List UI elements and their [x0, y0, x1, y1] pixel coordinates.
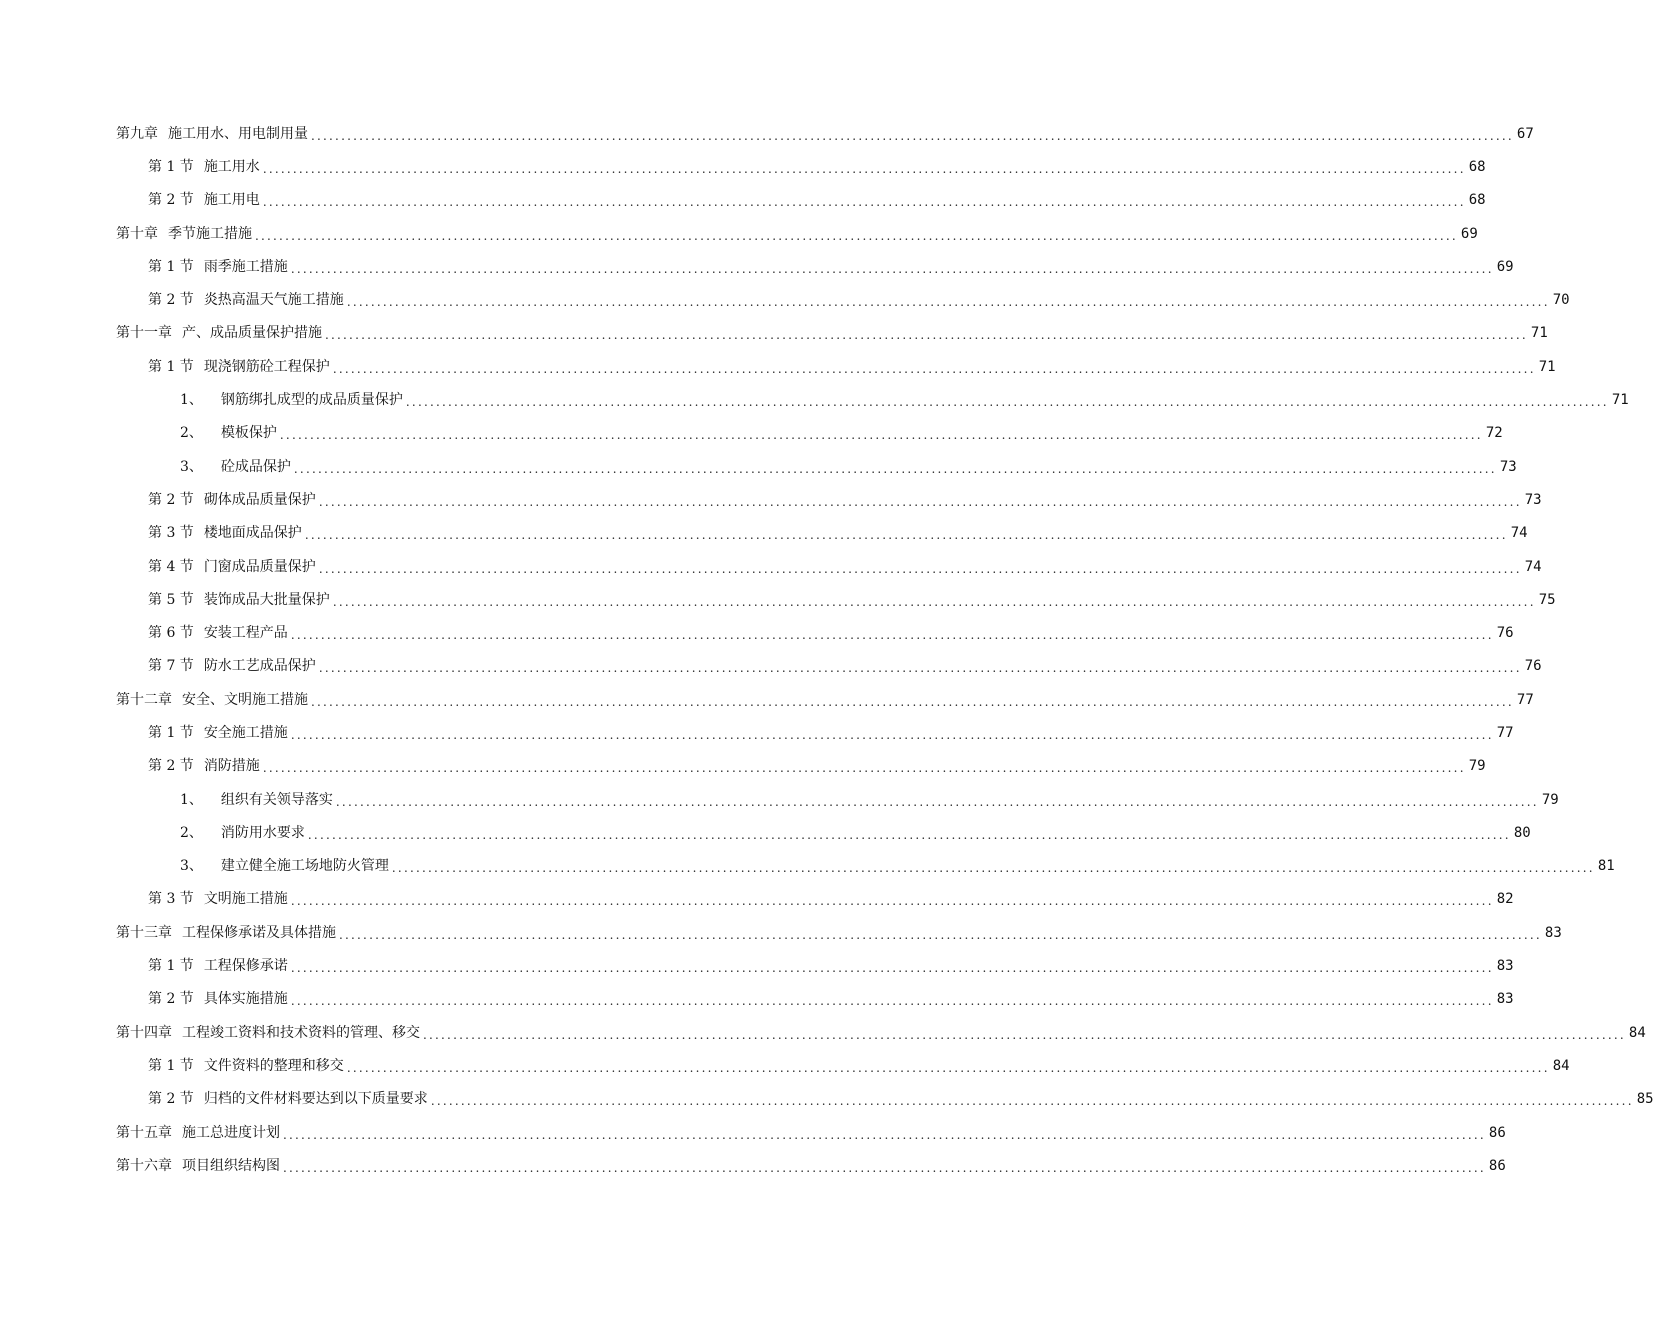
toc-entry[interactable] — [0, 783, 1559, 816]
dot-leader: ........................................................................................................................................................................................................ — [391, 861, 1595, 876]
toc-entry-number: 第 1 节 — [148, 1057, 194, 1074]
toc-entry-page: 69 — [1496, 258, 1514, 275]
toc-entry-page: 70 — [1552, 292, 1570, 309]
dot-leader: ........................................................................................................................................................................................................ — [405, 395, 1609, 410]
toc-entry[interactable] — [0, 150, 1486, 183]
toc-entry[interactable] — [0, 250, 1514, 283]
toc-entry-text — [180, 856, 389, 876]
toc-entry[interactable] — [0, 117, 1534, 150]
toc-entry-number: 第 2 节 — [148, 1091, 194, 1108]
toc-entry-page: 76 — [1496, 625, 1514, 642]
toc-entry-page: 69 — [1460, 225, 1478, 242]
toc-entry[interactable] — [0, 616, 1514, 649]
toc-entry-page: 71 — [1530, 325, 1548, 342]
dot-leader: ........................................................................................................................................................................................................ — [290, 727, 1494, 742]
toc-entry-text — [148, 590, 330, 610]
dot-leader: ........................................................................................................................................................................................................ — [283, 1127, 1486, 1142]
dot-leader: ........................................................................................................................................................................................................ — [262, 161, 1466, 176]
toc-entry-text — [148, 557, 316, 577]
toc-entry-title: 消防措施 — [203, 758, 260, 775]
toc-entry-page: 73 — [1524, 491, 1542, 508]
toc-entry-text — [116, 1156, 280, 1176]
toc-entry[interactable] — [0, 816, 1531, 849]
toc-entry-text — [148, 490, 316, 510]
dot-leader: ........................................................................................................................................................................................................ — [423, 1027, 1626, 1042]
toc-entry[interactable] — [0, 916, 1562, 949]
toc-entry-title: 施工用水、用电制用量 — [168, 125, 308, 142]
toc-entry-text — [180, 790, 333, 810]
toc-entry-number: 第 2 节 — [148, 491, 194, 508]
dot-leader: ........................................................................................................................................................................................................ — [318, 561, 1522, 576]
toc-entry-page: 80 — [1513, 824, 1531, 841]
toc-entry[interactable] — [0, 716, 1514, 749]
toc-entry[interactable] — [0, 550, 1542, 583]
dot-leader: ........................................................................................................................................................................................................ — [279, 428, 1483, 443]
toc-entry-title: 文明施工措施 — [203, 891, 288, 908]
dot-leader: ........................................................................................................................................................................................................ — [339, 927, 1542, 942]
toc-entry-number: 第十一章 — [116, 325, 172, 342]
toc-entry-page: 74 — [1524, 558, 1542, 575]
toc-entry-number: 第十六章 — [116, 1157, 172, 1174]
dot-leader: ........................................................................................................................................................................................................ — [307, 827, 1511, 842]
toc-entry-page: 68 — [1468, 158, 1486, 175]
toc-entry-number: 3、 — [180, 858, 203, 875]
toc-entry-title: 雨季施工措施 — [203, 258, 288, 275]
toc-entry-page: 83 — [1496, 958, 1514, 975]
toc-entry-title: 产、成品质量保护措施 — [182, 325, 322, 342]
toc-entry-text — [148, 190, 260, 210]
toc-entry-page: 81 — [1597, 858, 1615, 875]
dot-leader: ........................................................................................................................................................................................................ — [332, 361, 1536, 376]
toc-entry-number: 第 2 节 — [148, 292, 194, 309]
toc-entry-number: 第 1 节 — [148, 258, 194, 275]
dot-leader: ........................................................................................................................................................................................................ — [290, 628, 1494, 643]
toc-entry-title: 季节施工措施 — [168, 225, 252, 242]
toc-entry-title: 文件资料的整理和移交 — [203, 1057, 344, 1074]
toc-entry-title: 组织有关领导落实 — [220, 791, 333, 808]
dot-leader: ........................................................................................................................................................................................................ — [290, 961, 1494, 976]
dot-leader: ........................................................................................................................................................................................................ — [311, 694, 1514, 709]
dot-leader: ........................................................................................................................................................................................................ — [311, 128, 1514, 143]
toc-entry-text — [148, 623, 288, 643]
toc-entry-page: 79 — [1541, 791, 1559, 808]
toc-entry[interactable] — [0, 583, 1556, 616]
toc-entry-text — [148, 1089, 428, 1109]
toc-entry-number: 2、 — [180, 425, 203, 442]
toc-entry-title: 楼地面成品保护 — [203, 525, 302, 542]
toc-entry-number: 第 1 节 — [148, 158, 194, 175]
toc-entry[interactable] — [0, 517, 1528, 550]
toc-entry-number: 3、 — [180, 458, 203, 475]
toc-entry[interactable] — [0, 1049, 1570, 1082]
toc-entry-text — [180, 457, 291, 477]
toc-entry-text — [148, 989, 288, 1009]
toc-entry-title: 归档的文件材料要达到以下质量要求 — [203, 1091, 428, 1108]
toc-entry[interactable] — [0, 383, 1629, 416]
table-of-contents — [0, 117, 1654, 1183]
toc-entry-title: 砼成品保护 — [220, 458, 291, 475]
toc-entry-title: 现浇钢筋砼工程保护 — [203, 358, 330, 375]
toc-entry[interactable] — [0, 417, 1503, 450]
toc-entry-number: 第 2 节 — [148, 192, 194, 209]
toc-entry-text — [148, 723, 288, 743]
toc-entry-text — [148, 257, 288, 277]
toc-entry[interactable] — [0, 350, 1556, 383]
toc-entry[interactable] — [0, 1083, 1654, 1116]
toc-entry-title: 防水工艺成品保护 — [203, 658, 316, 675]
toc-entry-title: 钢筋绑扎成型的成品质量保护 — [220, 392, 403, 409]
toc-entry-title: 工程竣工资料和技术资料的管理、移交 — [182, 1024, 420, 1041]
toc-entry-title: 工程保修承诺及具体措施 — [182, 924, 336, 941]
dot-leader: ........................................................................................................................................................................................................ — [346, 1060, 1550, 1075]
dot-leader: ........................................................................................................................................................................................................ — [262, 761, 1466, 776]
dot-leader: ........................................................................................................................................................................................................ — [304, 528, 1508, 543]
toc-entry-title: 安全施工措施 — [203, 724, 288, 741]
toc-entry-page: 72 — [1485, 425, 1503, 442]
toc-entry[interactable] — [0, 949, 1514, 982]
toc-entry[interactable] — [0, 1016, 1646, 1049]
toc-entry-page: 83 — [1496, 991, 1514, 1008]
toc-entry-text — [116, 224, 252, 244]
toc-entry-title: 模板保护 — [220, 425, 277, 442]
dot-leader: ........................................................................................................................................................................................................ — [318, 494, 1522, 509]
dot-leader: ........................................................................................................................................................................................................ — [335, 794, 1539, 809]
toc-entry[interactable] — [0, 1149, 1506, 1182]
dot-leader: ........................................................................................................................................................................................................ — [290, 894, 1494, 909]
toc-entry-text — [116, 690, 308, 710]
toc-entry-number: 第十五章 — [116, 1124, 172, 1141]
toc-entry-number: 第 4 节 — [148, 558, 194, 575]
toc-entry-page: 75 — [1538, 591, 1556, 608]
toc-entry[interactable] — [0, 883, 1514, 916]
toc-entry-page: 68 — [1468, 192, 1486, 209]
toc-entry-title: 安装工程产品 — [203, 625, 288, 642]
toc-entry-text — [116, 923, 336, 943]
toc-entry-text — [148, 357, 330, 377]
toc-entry-number: 第 2 节 — [148, 991, 194, 1008]
toc-entry[interactable] — [0, 1116, 1506, 1149]
toc-entry-title: 工程保修承诺 — [203, 958, 288, 975]
toc-entry-number: 第 2 节 — [148, 758, 194, 775]
dot-leader: ........................................................................................................................................................................................................ — [332, 594, 1536, 609]
toc-entry-page: 83 — [1544, 924, 1562, 941]
toc-entry-title: 安全、文明施工措施 — [182, 691, 308, 708]
dot-leader: ........................................................................................................................................................................................................ — [283, 1160, 1486, 1175]
toc-entry-title: 消防用水要求 — [220, 824, 305, 841]
dot-leader: ........................................................................................................................................................................................................ — [430, 1094, 1634, 1109]
toc-entry-text — [180, 390, 403, 410]
toc-entry-text — [180, 423, 277, 443]
dot-leader: ........................................................................................................................................................................................................ — [255, 228, 1458, 243]
dot-leader: ........................................................................................................................................................................................................ — [346, 295, 1550, 310]
toc-entry-number: 第十二章 — [116, 691, 172, 708]
toc-entry-text — [148, 656, 316, 676]
toc-entry-page: 77 — [1516, 691, 1534, 708]
toc-entry-number: 2、 — [180, 824, 203, 841]
toc-entry-number: 第十四章 — [116, 1024, 172, 1041]
toc-entry[interactable] — [0, 650, 1542, 683]
dot-leader: ........................................................................................................................................................................................................ — [318, 661, 1522, 676]
toc-entry[interactable] — [0, 184, 1486, 217]
toc-entry-text — [180, 823, 305, 843]
dot-leader: ........................................................................................................................................................................................................ — [293, 461, 1497, 476]
toc-entry-number: 第九章 — [116, 125, 158, 142]
toc-entry-number: 第 3 节 — [148, 525, 194, 542]
toc-entry-page: 86 — [1488, 1157, 1506, 1174]
toc-entry[interactable] — [0, 683, 1534, 716]
toc-entry[interactable] — [0, 483, 1542, 516]
toc-entry[interactable] — [0, 317, 1548, 350]
toc-entry-page: 85 — [1636, 1091, 1654, 1108]
toc-entry-number: 第 7 节 — [148, 658, 194, 675]
toc-entry[interactable] — [0, 850, 1615, 883]
toc-entry-title: 建立健全施工场地防火管理 — [220, 858, 389, 875]
toc-entry-number: 第 6 节 — [148, 625, 194, 642]
toc-entry-text — [148, 1056, 344, 1076]
toc-entry-title: 炎热高温天气施工措施 — [203, 292, 344, 309]
toc-entry-text — [148, 290, 344, 310]
dot-leader: ........................................................................................................................................................................................................ — [325, 328, 1528, 343]
dot-leader: ........................................................................................................................................................................................................ — [290, 994, 1494, 1009]
toc-entry[interactable] — [0, 217, 1478, 250]
toc-entry-title: 装饰成品大批量保护 — [203, 591, 330, 608]
toc-entry-page: 84 — [1628, 1024, 1646, 1041]
toc-entry[interactable] — [0, 450, 1517, 483]
toc-entry-page: 73 — [1499, 458, 1517, 475]
toc-entry-text — [148, 157, 260, 177]
toc-entry-text — [148, 523, 302, 543]
toc-entry-title: 项目组织结构图 — [182, 1157, 280, 1174]
toc-entry-page: 86 — [1488, 1124, 1506, 1141]
toc-entry-number: 第 1 节 — [148, 958, 194, 975]
toc-entry-number: 第 3 节 — [148, 891, 194, 908]
toc-entry-title: 施工用水 — [203, 158, 260, 175]
toc-entry-text — [148, 756, 260, 776]
toc-entry-number: 1、 — [180, 791, 203, 808]
toc-entry-page: 84 — [1552, 1057, 1570, 1074]
toc-entry-page: 77 — [1496, 724, 1514, 741]
toc-entry[interactable] — [0, 283, 1570, 316]
toc-entry-page: 76 — [1524, 658, 1542, 675]
toc-entry-page: 71 — [1611, 392, 1629, 409]
toc-entry-number: 1、 — [180, 392, 203, 409]
toc-entry-page: 82 — [1496, 891, 1514, 908]
toc-entry-text — [148, 889, 288, 909]
dot-leader: ........................................................................................................................................................................................................ — [290, 261, 1494, 276]
toc-entry[interactable] — [0, 983, 1514, 1016]
toc-entry-page: 74 — [1510, 525, 1528, 542]
toc-entry-number: 第 1 节 — [148, 724, 194, 741]
toc-entry-title: 具体实施措施 — [203, 991, 288, 1008]
toc-entry-text — [116, 323, 322, 343]
toc-entry-text — [116, 124, 308, 144]
toc-entry-page: 71 — [1538, 358, 1556, 375]
toc-entry-title: 施工用电 — [203, 192, 260, 209]
toc-entry-text — [148, 956, 288, 976]
toc-entry-title: 门窗成品质量保护 — [203, 558, 316, 575]
toc-entry-title: 砌体成品质量保护 — [203, 491, 316, 508]
toc-entry-text — [116, 1123, 280, 1143]
toc-entry-number: 第 5 节 — [148, 591, 194, 608]
toc-entry-number: 第 1 节 — [148, 358, 194, 375]
toc-entry-title: 施工总进度计划 — [182, 1124, 280, 1141]
toc-entry-page: 67 — [1516, 125, 1534, 142]
toc-entry-page: 79 — [1468, 758, 1486, 775]
toc-entry[interactable] — [0, 750, 1486, 783]
toc-entry-number: 第十三章 — [116, 924, 172, 941]
dot-leader: ........................................................................................................................................................................................................ — [262, 195, 1466, 210]
toc-entry-text — [116, 1023, 420, 1043]
toc-entry-number: 第十章 — [116, 225, 158, 242]
